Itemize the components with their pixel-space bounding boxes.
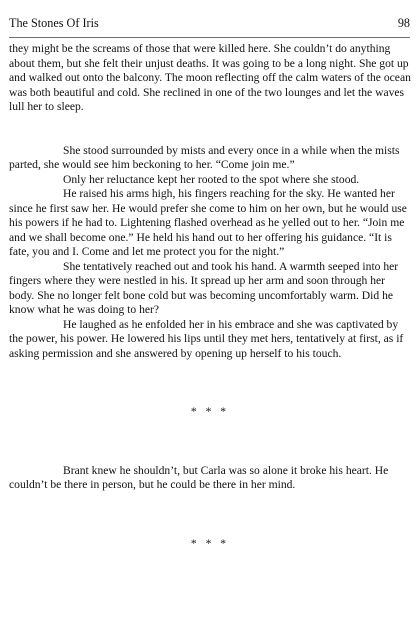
paragraph: He laughed as he enfolded her in his embrace and she was captivated by the power, his power. He lowered his lips until they met hers, tentatively at first, as if asking permission and she answered by opening up herself to his touch. — [9, 317, 404, 360]
paragraph: She stood surrounded by mists and every once in a while when the mists parted, she would see him beckoning to her. “Come join me.” — [9, 143, 400, 171]
spacer — [9, 115, 411, 144]
paragraph: they might be the screams of those that were killed here. She couldn’t do anything about them, but she felt their unjust deaths. It was going to be a long night. She got up and walked out onto the balcony. The moon reflecting off the calm waters of the ocean was both beautiful and cold. She reclined in one of the two lounges and let the waves lull her to sleep. — [9, 42, 411, 113]
spacer — [9, 361, 411, 405]
page-header — [9, 15, 410, 38]
page-number: 98 — [397, 16, 410, 30]
scene-separator: * * * — [190, 536, 230, 550]
paragraph: Only her reluctance kept her rooted to the spot where she stood. — [63, 172, 360, 186]
spacer — [9, 493, 411, 537]
paragraph: Brant knew he shouldn’t, but Carla was so alone it broke his heart. He couldn’t be there in person, but he could be there in her mind. — [9, 463, 389, 491]
spacer — [9, 420, 411, 464]
paragraph: He raised his arms high, his fingers reaching for the sky. He wanted her since he first saw her. He would prefer she come to him on her own, but he would use his powers if he had to. Lightening flashed overhead as he yelled out to her. “Join me and we shall become one.” He held his hand out to her offering his guidance. “It is fate, you and I. Come and let me protect you for the night.” — [9, 187, 407, 258]
book-title: The Stones Of Iris — [9, 16, 99, 30]
page-body — [9, 42, 411, 551]
paragraph: She tentatively reached out and took his hand. A warmth seeped into her fingers where they were nestled in his. It spread up her arm and soon through her body. She no longer felt bone cold but was becoming uncomfortably warm. Did he know what he was doing to her? — [9, 259, 399, 316]
scene-separator: * * * — [190, 405, 230, 418]
